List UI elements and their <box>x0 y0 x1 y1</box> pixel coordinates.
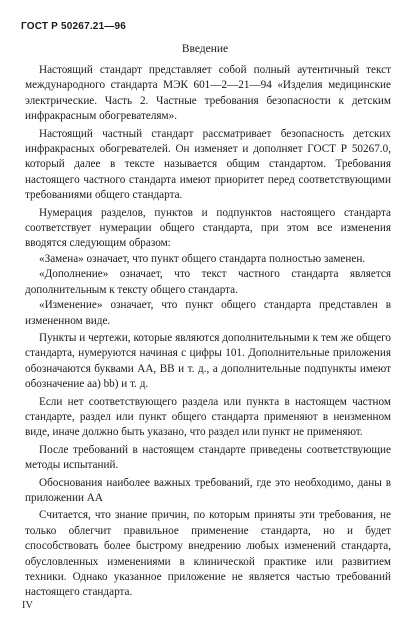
page-number: IV <box>22 600 34 611</box>
paragraph: «Замена» означает, что пункт общего стандарта полностью заменен. <box>39 252 366 265</box>
paragraph: Пункты и чертежи, которые являются дополнительными к тем же общего стандарта, нумеруются начиная с цифры 101. Дополнительные приложения обозначаются буквами АА, ВВ и т. д., а дополнительные подпункты имеют обозначение аа) bb) и т. д. <box>25 331 391 391</box>
document-body <box>25 63 391 601</box>
paragraph: Обоснования наиболее важных требований, где это необходимо, даны в приложении АА <box>25 476 391 504</box>
paragraph: Настоящий стандарт представляет собой полный аутентичный текст международного стандарта МЭК 601—2—21—94 «Изделия медицинские электрические. Часть 2. Частные требования безопасности к детским инфракрасным обогревателям». <box>25 64 391 123</box>
paragraph: Нумерация разделов, пунктов и подпунктов настоящего стандарта соответствует нумерации общего стандарта, при этом все изменения вводятся следующим образом: <box>25 206 391 250</box>
section-title: Введение <box>181 43 229 55</box>
paragraph: «Изменение» означает, что пункт общего стандарта представлен в измененном виде. <box>25 299 391 327</box>
paragraph: «Дополнение» означает, что текст частного стандарта является дополнительным к тексту общего стандарта. <box>25 268 391 296</box>
paragraph: Считается, что знание причин, по которым приняты эти требования, не только облегчит правильное применение стандарта, но и будет способствовать более быстрому внедрению любых изменений стандарта, обусловленных изменениями в клинической практике или развитием техники. Однако указанное приложение не является частью требований настоящего стандарта. <box>25 509 391 599</box>
paragraph: После требований в настоящем стандарте приведены соответствующие методы испытаний. <box>25 443 391 472</box>
paragraph: Настоящий частный стандарт рассматривает безопасность детских инфракрасных обогревателей. Он изменяет и дополняет ГОСТ Р 50267.0, который далее в тексте называется общим стандартом. Требования настоящего частного стандарта имеют приоритет перед соответствующими требованиями общего стандарта. <box>25 127 391 202</box>
document-code: ГОСТ Р 50267.21—96 <box>21 21 127 32</box>
paragraph: Если нет соответствующего раздела или пункта в настоящем частном стандарте, раздел или пункт общего стандарта применяют в неизменном виде, иначе должно быть указано, что раздел или пункт не применяют. <box>25 395 391 439</box>
